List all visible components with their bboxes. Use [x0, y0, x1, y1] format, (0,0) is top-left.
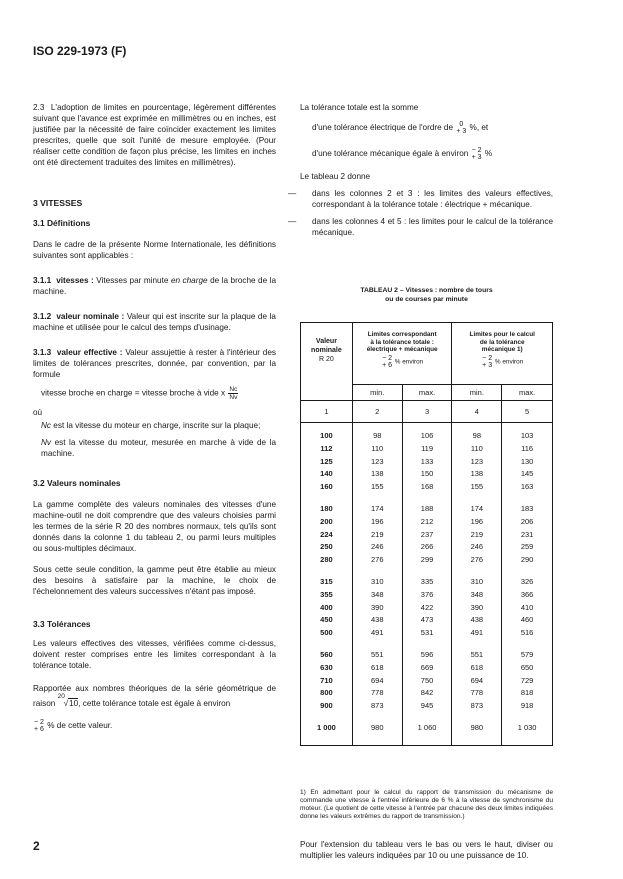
tolerance-upper: − 2 — [482, 354, 493, 362]
symbol-text: est la vitesse du moteur en charge, inscrite sur la plaque; — [53, 421, 261, 430]
header-line: nominale — [311, 347, 342, 354]
table-cell: 560 — [320, 649, 333, 659]
root-index: 20 — [57, 693, 65, 700]
table-cell: 219 — [470, 529, 484, 539]
table-cell: 219 — [370, 529, 384, 539]
table-cell: 980 — [470, 722, 484, 732]
table-cell: 212 — [420, 516, 434, 526]
table-cell: 155 — [470, 482, 484, 492]
header-line: de la tolérance — [479, 338, 525, 346]
definition-emphasis: en charge — [170, 276, 208, 285]
table-cell: 348 — [370, 589, 384, 599]
table-cell: 618 — [370, 662, 384, 672]
section-3-2-title: 3.2 Valeurs nominales — [33, 478, 121, 488]
header-tolerance — [452, 355, 552, 369]
note-text: dans les colonnes 4 et 5 : les limites pour le calcul de la tolérance mécanique. — [312, 217, 553, 237]
table-cell: 168 — [420, 482, 434, 492]
table-cell: 873 — [470, 701, 484, 711]
column-total-max — [402, 423, 452, 746]
clause-number: 3.1.1 — [33, 276, 52, 285]
table-cell: 180 — [320, 503, 333, 513]
table-cell: 130 — [520, 456, 534, 466]
tolerance-limits — [34, 719, 44, 733]
table-cell: 188 — [420, 503, 434, 513]
table-cell: 100 — [320, 431, 333, 440]
table-cell: 174 — [470, 503, 484, 513]
header-tolerance — [353, 355, 452, 369]
table-cell: 290 — [520, 555, 534, 565]
tolerance-limits — [382, 355, 392, 369]
tolerance-text: %, et — [469, 123, 489, 133]
header-line: R 20 — [319, 356, 334, 363]
table-cell: 842 — [420, 688, 434, 698]
table-cell: 366 — [520, 589, 534, 599]
tolerance-upper: − 2 — [382, 354, 393, 362]
table-cell: 450 — [320, 615, 333, 625]
column-mech-min — [452, 423, 502, 746]
table-cell: 250 — [320, 542, 333, 552]
table-cell: 1 060 — [417, 722, 437, 732]
column-number: 3 — [402, 401, 452, 423]
table-cell: 196 — [370, 516, 384, 526]
fraction-numerator: Nc — [229, 386, 238, 393]
table-cell: 140 — [320, 469, 333, 479]
table-cell: 650 — [520, 662, 534, 672]
definition-text: Vitesses par minute — [96, 276, 169, 285]
table-cell: 276 — [470, 555, 484, 565]
table-cell: 138 — [470, 469, 484, 479]
table-cell: 438 — [470, 615, 484, 625]
header-line: mécanique 1) — [481, 346, 523, 353]
table-title-line: ou de courses par minute — [385, 295, 468, 303]
section-3-3-paragraph-1: Les valeurs effectives des vitesses, vérifiées comme ci-dessus, doivent rester comprises entre les limites correspondant à la tolérance totale. — [33, 639, 276, 670]
table-cell: 818 — [520, 688, 534, 698]
table-cell: 551 — [470, 649, 484, 659]
table-cell: 400 — [320, 602, 333, 612]
table-cell: 315 — [320, 576, 333, 586]
column-number: 5 — [502, 401, 553, 423]
table-cell: 280 — [320, 555, 333, 565]
column-total-min — [352, 423, 402, 746]
table-cell: 945 — [420, 701, 434, 711]
table-cell: 500 — [320, 628, 333, 638]
table-cell: 778 — [470, 688, 484, 698]
document-header: ISO 229-1973 (F) — [33, 44, 127, 58]
table-bottom-border — [301, 745, 553, 746]
nc-definition — [33, 420, 276, 431]
column-number: 2 — [352, 401, 402, 423]
definition-text: Valeur qui est inscrite sur la plaque de la machine et utilisée pour le calcul des temps d'usinage. — [33, 312, 276, 332]
table-cell: 125 — [320, 456, 333, 466]
table-title-line: TABLEAU 2 – Vitesses : nombre de tours — [360, 287, 493, 294]
symbol-nc: Nc — [41, 421, 52, 430]
table-footnote: 1) En admettant pour le calcul du rapport de transmission du mécanisme de commande une vitesse à l'entrée inférieure de 6 % à la vitesse de synchronisme du moteur. (Le quotient de cette vitesse à l'entrée par chacune des deux limites indiquées donne les valeurs extrêmes du rapport de transmission.) — [300, 789, 553, 820]
table-body-row — [301, 423, 553, 746]
table-cell: 390 — [470, 602, 484, 612]
table-cell: 206 — [520, 516, 534, 526]
table-cell: 196 — [470, 516, 484, 526]
note-text: dans les colonnes 2 et 3 : les limites des valeurs effectives, correspondant à la tolérance totale : électrique + mécanique. — [312, 189, 553, 209]
tolerance-text: d'une tolérance électrique de l'ordre de — [312, 123, 454, 133]
table-cell: 596 — [420, 649, 434, 659]
tolerance-lower: + 3 — [456, 128, 467, 135]
tolerance-lower: + 3 — [471, 154, 482, 161]
table-cell: 873 — [370, 701, 384, 711]
table-cell: 310 — [470, 576, 484, 586]
header-nominal-value — [301, 323, 353, 401]
table-cell: 110 — [470, 443, 483, 453]
header-mechanical-tolerance — [452, 323, 553, 385]
table-cell: 516 — [520, 628, 534, 638]
tolerance-lower: + 6 — [382, 361, 393, 369]
clause-number: 3.1.2 — [33, 312, 52, 321]
term: vitesses : — [56, 276, 94, 285]
table-cell: 299 — [420, 555, 434, 565]
table-cell: 422 — [420, 602, 434, 612]
definition-3-1-1 — [33, 275, 276, 297]
section-3-title: 3 VITESSES — [33, 198, 83, 208]
clause-number: 2.3 — [33, 103, 45, 112]
header-max: max. — [402, 385, 452, 401]
table-cell: 438 — [370, 615, 384, 625]
term: valeur effective : — [56, 348, 123, 357]
table-cell: 694 — [370, 675, 384, 685]
definition-text: Valeur assujettie à rester à l'intérieur des limites de tolérances prescrites, donnée, par convention, par la formule — [33, 348, 276, 379]
table-cell: 110 — [371, 443, 384, 453]
electrical-tolerance — [300, 121, 553, 135]
table-cell: 119 — [421, 443, 434, 453]
table-cell: 348 — [470, 589, 484, 599]
column-number: 4 — [452, 401, 502, 423]
table-cell: 918 — [520, 701, 534, 711]
table-cell: 276 — [370, 555, 384, 565]
tolerance-upper: − 2 — [34, 719, 44, 726]
header-total-tolerance — [352, 323, 452, 385]
clause-number: 3.1.3 — [33, 348, 52, 357]
symbol-nv: Nv — [41, 438, 52, 447]
table-cell: 900 — [320, 701, 333, 711]
column-mech-max — [502, 423, 553, 746]
table-title — [300, 287, 553, 304]
table-cell: 326 — [520, 576, 534, 586]
table-cell: 160 — [320, 482, 333, 492]
table-cell: 355 — [320, 589, 333, 599]
dash-bullet: — — [288, 189, 297, 198]
term: valeur nominale : — [56, 312, 125, 321]
nv-definition — [33, 437, 276, 459]
fraction-denominator: Nv — [229, 394, 238, 401]
formula-fraction — [228, 386, 238, 401]
table-cell: 778 — [370, 688, 384, 698]
table-cell: 123 — [370, 456, 384, 466]
table-cell: 531 — [420, 628, 434, 638]
header-min: min. — [352, 385, 402, 401]
table-cell: 630 — [320, 662, 333, 672]
table-cell: 694 — [470, 675, 484, 685]
symbol-text: est la vitesse du moteur, mesurée en marche à vide de la machine. — [41, 438, 276, 458]
table-cell: 123 — [470, 456, 484, 466]
table-cell: 266 — [420, 542, 434, 552]
table-cell: 579 — [520, 649, 534, 659]
speed-formula — [33, 386, 276, 401]
columns-2-3-note — [288, 188, 553, 210]
header-line: Valeur — [315, 338, 337, 345]
table-cell: 491 — [370, 628, 384, 638]
section-3-1-text: Dans le cadre de la présente Norme Internationale, les définitions suivantes sont applicables : — [33, 240, 276, 260]
header-line: électrique + mécanique — [366, 346, 438, 353]
tolerance-upper: − 2 — [471, 147, 482, 154]
table-cell: 750 — [420, 675, 434, 685]
table-cell: 200 — [320, 516, 333, 526]
tolerance-text: % — [484, 149, 493, 159]
tolerance-limits — [456, 121, 466, 135]
table-cell: 98 — [373, 431, 382, 440]
header-line: à la tolérance totale : — [370, 338, 434, 346]
table-cell: 98 — [472, 431, 481, 440]
table-cell: 246 — [470, 542, 484, 552]
tolerance-lower: + 6 — [34, 726, 44, 733]
section-3-2-paragraph-2: Sous cette seule condition, la gamme peut être établie au mieux des besoins à satisfaire par la machine, le choix de l'échelonnement des valeurs successives n'étant pas imposé. — [33, 565, 276, 596]
right-column — [288, 102, 553, 238]
table-cell: 710 — [320, 675, 333, 685]
table-cell: 980 — [370, 722, 384, 732]
tolerance-limits — [482, 355, 492, 369]
table-column-numbers-row — [301, 401, 553, 423]
mechanical-tolerance — [300, 147, 553, 161]
table-cell: 473 — [420, 615, 434, 625]
table-extension-note: Pour l'extension du tableau vers le bas ou vers le haut, diviser ou multiplier les valeurs indiquées par 10 ou une puissance de 10. — [300, 840, 553, 860]
column-number: 1 — [301, 401, 353, 423]
columns-4-5-note — [288, 216, 553, 238]
table-cell: 116 — [521, 443, 534, 453]
tolerance-upper: 0 — [459, 121, 464, 128]
tolerance-limits — [472, 147, 482, 161]
section-3-2-paragraph-1: La gamme complète des valeurs nominales des vitesses d'une machine-outil ne doit comprendre que des valeurs choisies parmi les termes de la série R 20 des nombres normaux, tels qu'ils sont donnés dans la colonne 1 du tableau 2, ou parmi leurs multiples ou sous-multiples décimaux. — [33, 500, 276, 553]
header-line: Limites correspondant — [367, 331, 437, 338]
section-3-3-title: 3.3 Tolérances — [33, 619, 91, 629]
table-cell: 410 — [520, 602, 534, 612]
table-cell: 1 030 — [517, 722, 537, 732]
table-header-row — [301, 323, 553, 385]
table-cell: 103 — [520, 431, 534, 440]
formula-text: vitesse broche en charge = vitesse broche à vide x — [41, 388, 226, 398]
root-expression: 20 √10 — [64, 696, 79, 711]
table-cell: 163 — [520, 482, 534, 492]
page-number: 2 — [33, 839, 40, 853]
table-cell: 376 — [420, 589, 434, 599]
tolerance-text: Rapportée aux nombres théoriques de la série géométrique de raison — [33, 684, 276, 708]
header-max: max. — [502, 385, 553, 401]
tolerance-text: d'une tolérance mécanique égale à environ — [312, 149, 469, 159]
tolerance-text: , cette tolérance totale est égale à environ — [78, 699, 231, 708]
tolerance-text: % de cette valeur. — [47, 721, 113, 731]
clause-text: L'adoption de limites en pourcentage, légèrement différentes suivant que l'avance est exprimée en millimètres ou en inches, est justifiée par la nécessité de faire coïncider exactement les limites prescrites, quelle que soit l'unité de mesure employée. (Pour réaliser cette condition de façon plus précise, les limites en inches ont été directement traduites des limites en millimètres). — [33, 103, 276, 167]
section-3-3-paragraph-2 — [33, 681, 276, 711]
dash-bullet: — — [288, 217, 297, 226]
tolerance-text: % environ — [494, 358, 524, 366]
table-cell: 729 — [520, 675, 534, 685]
definition-text: de la broche de la machine. — [33, 276, 277, 296]
total-tolerance-intro: La tolérance totale est la somme — [300, 103, 419, 112]
where-label: où — [33, 408, 43, 417]
tolerance-text: % environ — [394, 358, 424, 366]
table-cell: 390 — [370, 602, 384, 612]
table-cell: 669 — [420, 662, 434, 672]
definition-3-1-2 — [33, 311, 276, 333]
section-3-1-title: 3.1 Définitions — [33, 218, 91, 228]
table-cell: 460 — [520, 615, 534, 625]
table-cell: 491 — [470, 628, 484, 638]
table-cell: 150 — [420, 469, 434, 479]
table-cell: 183 — [520, 503, 534, 513]
table-cell: 138 — [370, 469, 384, 479]
table-cell: 259 — [520, 542, 534, 552]
paragraph-2-3 — [33, 102, 276, 168]
table-cell: 246 — [370, 542, 384, 552]
table-cell: 231 — [520, 529, 534, 539]
table-cell: 133 — [420, 456, 434, 466]
table-cell: 618 — [470, 662, 484, 672]
table-cell: 310 — [370, 576, 384, 586]
table-cell: 237 — [420, 529, 434, 539]
tolerance-lower: + 3 — [482, 361, 493, 369]
table-intro: Le tableau 2 donne — [300, 172, 371, 181]
header-min: min. — [452, 385, 502, 401]
table-cell: 174 — [370, 503, 384, 513]
table-cell: 224 — [320, 529, 333, 539]
tolerance-value — [33, 719, 276, 733]
left-column — [33, 102, 276, 733]
table-cell: 155 — [370, 482, 384, 492]
root-radicand: 10 — [69, 699, 79, 708]
column-nominal — [301, 423, 353, 746]
table-cell: 106 — [420, 431, 434, 440]
table-cell: 800 — [320, 688, 333, 698]
header-line: Limites pour le calcul — [469, 331, 535, 338]
table-cell: 551 — [370, 649, 384, 659]
table-cell: 335 — [420, 576, 434, 586]
definition-3-1-3 — [33, 347, 276, 380]
table-cell: 1 000 — [317, 722, 336, 732]
table-cell: 112 — [320, 443, 333, 453]
table-cell: 145 — [520, 469, 534, 479]
speed-table — [300, 322, 553, 746]
